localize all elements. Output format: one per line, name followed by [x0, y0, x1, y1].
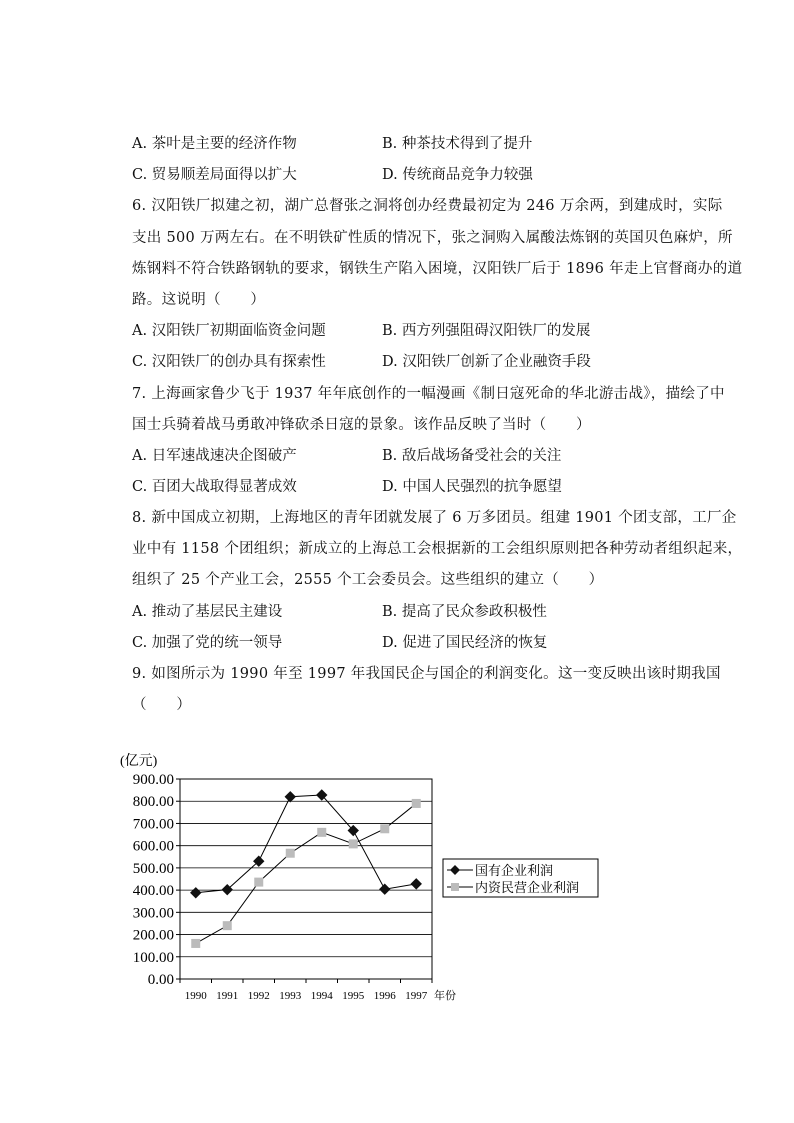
legend-label-1: 内资民营企业利润 — [475, 880, 580, 895]
plot-area-border — [180, 779, 432, 979]
series-point-state — [380, 884, 390, 894]
x-tick-label: 1995 — [342, 990, 365, 1002]
q7-stem-line-2: 国士兵骑着战马勇敢冲锋砍杀日寇的景象。该作品反映了当时（ ） — [132, 417, 591, 433]
q5-option-a: A. 茶叶是主要的经济作物 — [132, 136, 297, 152]
q8-stem-line-3: 组织了 25 个产业工会，2555 个工会委员会。这些组织的建立（ ） — [132, 572, 604, 588]
y-tick-label: 700.00 — [132, 816, 174, 833]
q7-option-d: D. 中国人民强烈的抗争愿望 — [382, 479, 562, 495]
series-point-private — [286, 849, 294, 857]
x-tick-label: 1994 — [310, 990, 333, 1002]
y-tick-label: 200.00 — [132, 927, 174, 944]
q5-option-b: B. 种茶技术得到了提升 — [382, 136, 533, 152]
q7-option-b: B. 敌后战场备受社会的关注 — [382, 448, 562, 464]
legend-marker-square — [451, 883, 459, 891]
series-point-private — [223, 922, 231, 930]
series-point-state — [285, 792, 295, 802]
q6-stem-line-2: 支出 500 万两左右。在不明铁矿性质的情况下，张之洞购入属酸法炼钢的英国贝色麻炉，所 — [132, 230, 733, 246]
x-axis-label: 年份 — [434, 990, 456, 1002]
q7-option-a: A. 日军速战速决企图破产 — [132, 448, 297, 464]
y-tick-label: 400.00 — [132, 883, 174, 900]
q8-stem-line-1: 8. 新中国成立初期，上海地区的青年团就发展了 6 万多团员。组建 1901 个团支部，工厂企 — [132, 510, 737, 526]
q9-stem-line-1: 9. 如图所示为 1990 年至 1997 年我国民企与国企的利润变化。这一变反映出该时期我国 — [132, 666, 721, 682]
q6-option-b: B. 西方列强阻碍汉阳铁厂的发展 — [382, 323, 591, 339]
series-point-private — [255, 878, 263, 886]
y-tick-label: 300.00 — [132, 905, 174, 922]
x-tick-label: 1996 — [373, 990, 396, 1002]
y-tick-label: 500.00 — [132, 860, 174, 877]
series-point-state — [411, 879, 421, 889]
q8-option-a: A. 推动了基层民主建设 — [132, 604, 283, 620]
series-point-private — [192, 939, 200, 947]
q8-option-b: B. 提高了民众参政积极性 — [382, 604, 547, 620]
q6-stem-line-1: 6. 汉阳铁厂拟建之初，湖广总督张之洞将创办经费最初定为 246 万余两，到建成时，实际 — [132, 198, 723, 214]
y-axis-unit-label: (亿元) — [120, 754, 158, 769]
profit-line-chart — [110, 745, 610, 1005]
q8-stem-line-2: 业中有 1158 个团组织；新成立的上海总工会根据新的工会组织原则把各种劳动者组织起来， — [132, 541, 743, 557]
q8-option-d: D. 促进了国民经济的恢复 — [382, 635, 548, 651]
y-tick-label: 800.00 — [132, 794, 174, 811]
q6-stem-line-4: 路。这说明（ ） — [132, 292, 266, 308]
series-point-state — [191, 888, 201, 898]
y-tick-label: 100.00 — [132, 949, 174, 966]
q6-option-d: D. 汉阳铁厂创新了企业融资手段 — [382, 354, 591, 370]
q6-option-a: A. 汉阳铁厂初期面临资金问题 — [132, 323, 326, 339]
series-point-private — [412, 799, 420, 807]
series-line-0 — [196, 795, 417, 893]
legend-label-0: 国有企业利润 — [475, 863, 554, 878]
q8-option-c: C. 加强了党的统一领导 — [132, 635, 283, 651]
x-tick-label: 1992 — [247, 990, 270, 1002]
q7-stem-line-1: 7. 上海画家鲁少飞于 1937 年年底创作的一幅漫画《制日寇死命的华北游击战》，描绘了中 — [132, 386, 725, 402]
series-point-private — [318, 828, 326, 836]
q9-stem-line-2: （ ） — [132, 697, 192, 713]
x-tick-label: 1993 — [279, 990, 302, 1002]
q6-option-c: C. 汉阳铁厂的创办具有探索性 — [132, 354, 326, 370]
x-tick-label: 1990 — [184, 990, 207, 1002]
q5-option-c: C. 贸易顺差局面得以扩大 — [132, 167, 297, 183]
y-tick-label: 600.00 — [132, 838, 174, 855]
y-tick-label: 900.00 — [132, 772, 174, 788]
x-tick-label: 1991 — [216, 990, 239, 1002]
y-tick-label: 0.00 — [147, 972, 174, 988]
series-point-private — [381, 825, 389, 833]
q5-option-d: D. 传统商品竞争力较强 — [382, 167, 533, 183]
q7-option-c: C. 百团大战取得显著成效 — [132, 479, 297, 495]
q6-stem-line-3: 炼钢料不符合铁路钢轨的要求，钢铁生产陷入困境，汉阳铁厂后于 1896 年走上官督商办的道 — [132, 261, 743, 277]
series-point-private — [349, 840, 357, 848]
x-tick-label: 1997 — [405, 990, 428, 1002]
